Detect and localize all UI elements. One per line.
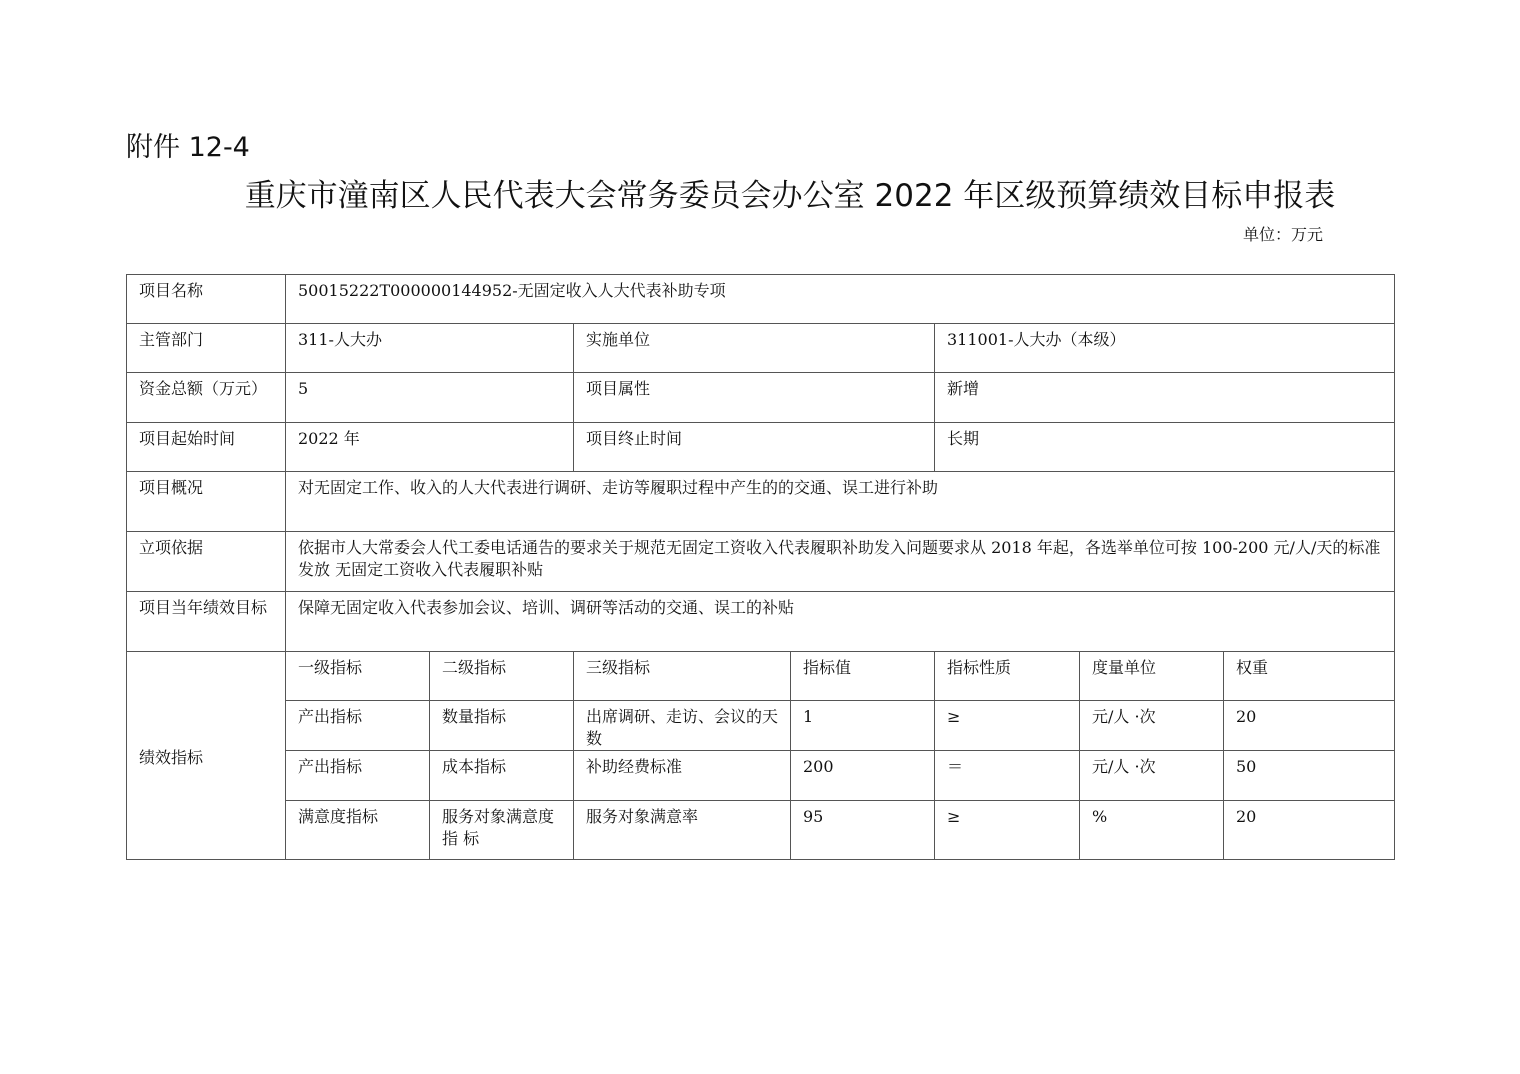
- row-basis: [127, 532, 1395, 592]
- annual-goal-label: 项目当年绩效目标: [127, 592, 286, 652]
- header-level1: 一级指标: [286, 652, 430, 701]
- indicator-level3: 补助经费标准: [574, 751, 791, 801]
- end-time-value: 长期: [935, 423, 1395, 472]
- indicators-label: 绩效指标: [127, 652, 286, 860]
- indicator-level2: 服务对象满意度指 标: [430, 801, 574, 860]
- indicator-unit: 元/人 ·次: [1080, 701, 1224, 751]
- impl-unit-value: 311001-人大办（本级）: [935, 324, 1395, 373]
- indicator-level2: 数量指标: [430, 701, 574, 751]
- project-attr-value: 新增: [935, 373, 1395, 423]
- total-funds-label: 资金总额（万元）: [127, 373, 286, 423]
- overview-value: 对无固定工作、收入的人大代表进行调研、走访等履职过程中产生的的交通、误工进行补助: [286, 472, 1395, 532]
- start-time-label: 项目起始时间: [127, 423, 286, 472]
- indicator-weight: 20: [1224, 801, 1395, 860]
- annual-goal-value: 保障无固定收入代表参加会议、培训、调研等活动的交通、误工的补贴: [286, 592, 1395, 652]
- basis-label: 立项依据: [127, 532, 286, 592]
- overview-label: 项目概况: [127, 472, 286, 532]
- total-funds-value: 5: [286, 373, 574, 423]
- header-nature: 指标性质: [935, 652, 1080, 701]
- row-department: [127, 324, 1395, 373]
- header-unit: 度量单位: [1080, 652, 1224, 701]
- project-name-value: 50015222T000000144952-无固定收入人大代表补助专项: [286, 275, 1395, 324]
- dept-label: 主管部门: [127, 324, 286, 373]
- indicator-level3: 出席调研、走访、会议的天数: [574, 701, 791, 751]
- attachment-label: 附件 12-4: [126, 132, 250, 163]
- row-project-name: [127, 275, 1395, 324]
- indicator-level3: 服务对象满意率: [574, 801, 791, 860]
- budget-performance-form: [126, 274, 1395, 860]
- indicator-value: 95: [791, 801, 935, 860]
- indicator-header-row: [127, 652, 1395, 701]
- indicator-level2: 成本指标: [430, 751, 574, 801]
- indicator-weight: 20: [1224, 701, 1395, 751]
- basis-value: 依据市人大常委会人代工委电话通告的要求关于规范无固定工资收入代表履职补助发入问题要求从 2018 年起，各选举单位可按 100-200 元/人/天的标准发放 无固定工资收入代表履职补贴: [286, 532, 1395, 592]
- header-level2: 二级指标: [430, 652, 574, 701]
- indicator-row: [127, 701, 1395, 751]
- row-annual-goal: [127, 592, 1395, 652]
- indicator-unit: %: [1080, 801, 1224, 860]
- indicator-row: [127, 751, 1395, 801]
- row-overview: [127, 472, 1395, 532]
- indicator-level1: 产出指标: [286, 751, 430, 801]
- indicator-level1: 满意度指标: [286, 801, 430, 860]
- dept-value: 311-人大办: [286, 324, 574, 373]
- end-time-label: 项目终止时间: [574, 423, 935, 472]
- indicator-nature: ≥: [935, 801, 1080, 860]
- indicator-value: 200: [791, 751, 935, 801]
- indicator-nature: ＝: [935, 751, 1080, 801]
- impl-unit-label: 实施单位: [574, 324, 935, 373]
- project-name-label: 项目名称: [127, 275, 286, 324]
- document-title: 重庆市潼南区人民代表大会常务委员会办公室 2022 年区级预算绩效目标申报表: [244, 178, 1336, 214]
- header-value: 指标值: [791, 652, 935, 701]
- indicator-unit: 元/人 ·次: [1080, 751, 1224, 801]
- indicator-value: 1: [791, 701, 935, 751]
- start-time-value: 2022 年: [286, 423, 574, 472]
- project-attr-label: 项目属性: [574, 373, 935, 423]
- indicator-level1: 产出指标: [286, 701, 430, 751]
- unit-note: 单位：万元: [1242, 225, 1323, 244]
- header-level3: 三级指标: [574, 652, 791, 701]
- header-weight: 权重: [1224, 652, 1395, 701]
- indicator-nature: ≥: [935, 701, 1080, 751]
- indicator-row: [127, 801, 1395, 860]
- indicator-weight: 50: [1224, 751, 1395, 801]
- row-funds: [127, 373, 1395, 423]
- row-time: [127, 423, 1395, 472]
